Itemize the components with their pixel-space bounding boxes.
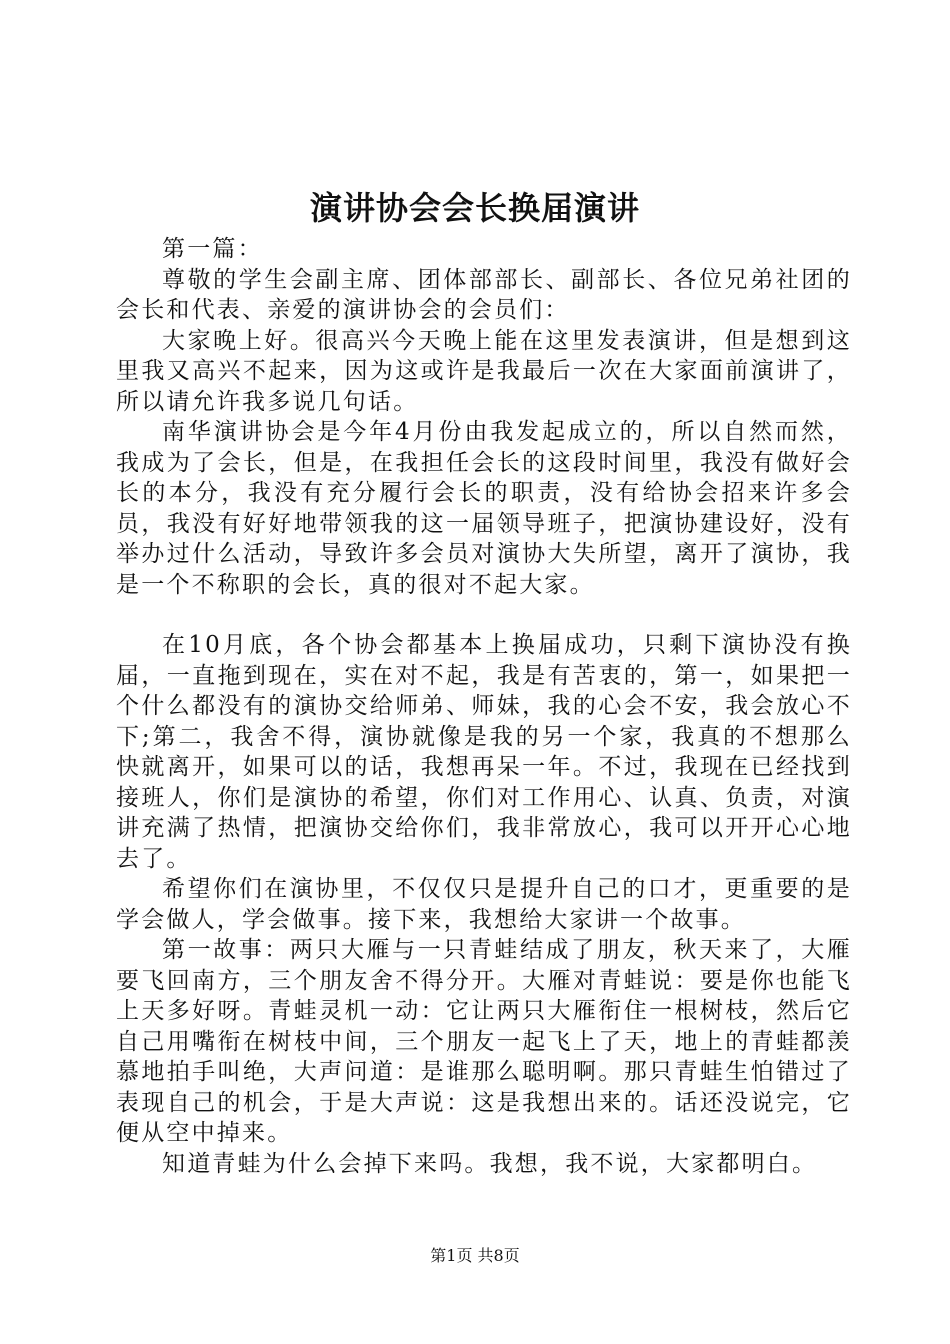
paragraph-handover: 在10月底，各个协会都基本上换届成功，只剩下演协没有换届，一直拖到现在，实在对不起，我是有苦衷的，第一，如果把一个什么都没有的演协交给师弟、师妹，我的心会不安，我会放心不下;第二，我舍不得，演协就像是我的另一个家，我真的不想那么快就离开，如果可以的话，我想再呆一年。不过，我现在已经找到接班人，你们是演协的希望，你们对工作用心、认真、负责，对演讲充满了热情，把演协交给你们，我非常放心，我可以开开心心地去了。 — [116, 632, 852, 872]
page-footer: 第1页 共8页 — [430, 1246, 520, 1265]
paragraph-greeting: 大家晚上好。很高兴今天晚上能在这里发表演讲，但是想到这里我又高兴不起来，因为这或许是我最后一次在大家面前演讲了，所以请允许我多说几句话。 — [116, 327, 852, 415]
paragraph-conclusion: 知道青蛙为什么会掉下来吗。我想，我不说，大家都明白。 — [162, 1150, 818, 1177]
document-body — [116, 234, 852, 1179]
document-title: 演讲协会会长换届演讲 — [309, 189, 640, 227]
paragraph-story: 第一故事：两只大雁与一只青蛙结成了朋友，秋天来了，大雁要飞回南方，三个朋友舍不得分开。大雁对青蛙说：要是你也能飞上天多好呀。青蛙灵机一动：它让两只大雁衔住一根树枝，然后它自己用嘴衔在树枝中间，三个朋友一起飞上了天，地上的青蛙都羡慕地拍手叫绝，大声问道：是谁那么聪明啊。那只青蛙生怕错过了表现自己的机会，于是大声说：这是我想出来的。话还没说完，它便从空中掉来。 — [116, 937, 852, 1146]
paragraph-salutation: 尊敬的学生会副主席、团体部部长、副部长、各位兄弟社团的会长和代表、亲爱的演讲协会的会员们： — [116, 266, 852, 323]
paragraph-founding: 南华演讲协会是今年4月份由我发起成立的，所以自然而然，我成为了会长，但是，在我担任会长的这段时间里，我没有做好会长的本分，我没有充分履行会长的职责，没有给协会招来许多会员，我没有好好地带领我的这一届领导班子，把演协建设好，没有举办过什么活动，导致许多会员对演协大失所望，离开了演协，我是一个不称职的会长，真的很对不起大家。 — [116, 419, 852, 598]
paragraph-hope: 希望你们在演协里，不仅仅只是提升自己的口才，更重要的是学会做人，学会做事。接下来，我想给大家讲一个故事。 — [116, 876, 852, 933]
paragraph-section-label: 第一篇： — [162, 236, 263, 262]
paragraph-spacer — [116, 600, 852, 630]
